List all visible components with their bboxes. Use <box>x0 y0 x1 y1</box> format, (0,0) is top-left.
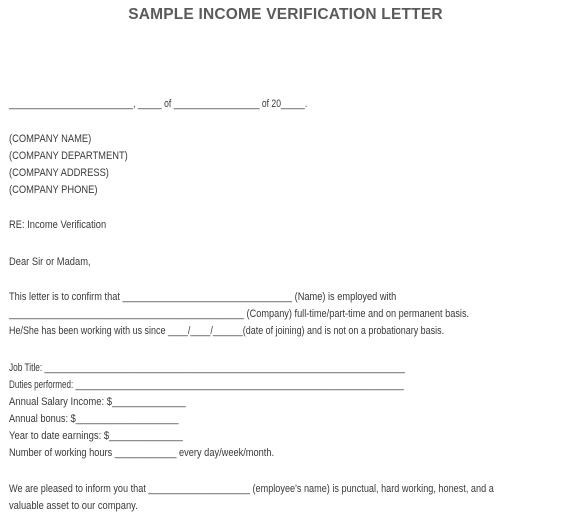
re-line: RE: Income Verification <box>9 219 107 231</box>
working-hours-line: Number of working hours ____________ every day/week/month. <box>9 447 275 459</box>
paragraph-line-3: He/She has been working with us since ____/____/______(date of joining) and is not on a probationary basis. <box>9 325 445 337</box>
job-title-line: Job Title: ______________________________________________________________________________ <box>9 362 405 374</box>
annual-bonus-line: Annual bonus: $____________________ <box>9 413 179 425</box>
company-address: (COMPANY ADDRESS) <box>9 167 109 179</box>
letter-title: SAMPLE INCOME VERIFICATION LETTER <box>128 6 443 23</box>
annual-salary-line: Annual Salary Income: $______________ <box>9 396 186 408</box>
closing-line-1: We are pleased to inform you that ____________________ (employee's name) is punctual, hard working, honest, and a <box>9 483 494 495</box>
paragraph-line-2: ______________________________________________ (Company) full-time/part-time and on permanent basis. <box>9 308 470 320</box>
ytd-earnings-line: Year to date earnings: $______________ <box>9 430 183 442</box>
paragraph-line-1: This letter is to confirm that _________________________________ (Name) is employed with <box>9 291 397 303</box>
company-department: (COMPANY DEPARTMENT) <box>9 150 128 162</box>
salutation: Dear Sir or Madam, <box>9 256 91 268</box>
company-name: (COMPANY NAME) <box>9 133 92 145</box>
duties-line: Duties performed: _________________________________________________________________________ <box>9 379 404 391</box>
company-phone: (COMPANY PHONE) <box>9 184 98 196</box>
date-line: __________________________, _____ of __________________ of 20_____. <box>9 98 308 110</box>
closing-line-2: valuable asset to our company. <box>9 500 138 512</box>
